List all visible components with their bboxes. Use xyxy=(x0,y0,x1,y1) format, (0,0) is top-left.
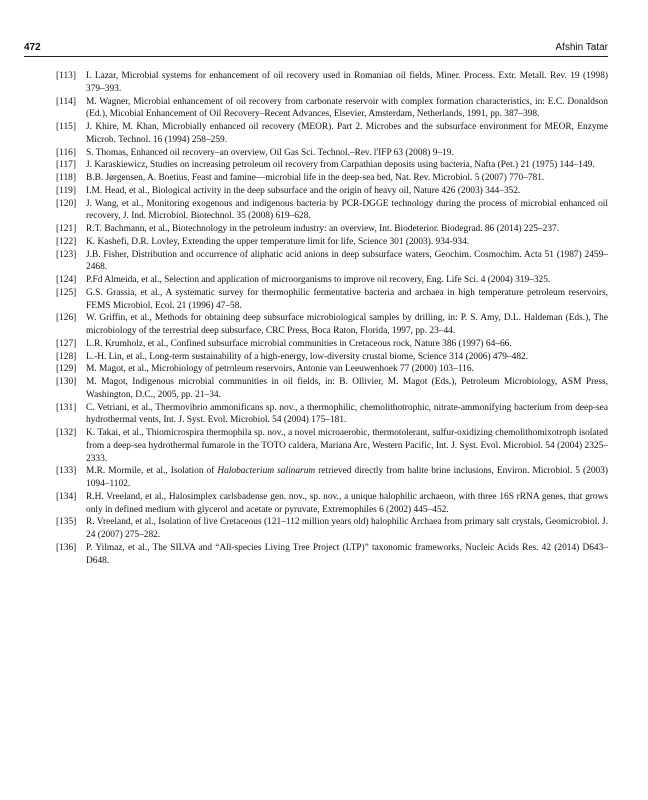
reference-128 xyxy=(56,351,608,364)
reference-132 xyxy=(56,427,608,465)
reference-number: [121] xyxy=(56,224,77,234)
reference-135 xyxy=(56,516,608,542)
reference-number: [132] xyxy=(56,428,77,438)
reference-number: [129] xyxy=(56,364,77,375)
reference-number: [128] xyxy=(56,351,77,362)
reference-121 xyxy=(56,223,608,236)
reference-number: [118] xyxy=(56,173,76,183)
reference-text: J.B. Fisher, Distribution and occurrence of aliphatic acid anions in deep subsurface waters, Geochim. Cosmochim. Acta 51 (1987) 2459–2468. xyxy=(86,249,608,273)
reference-text xyxy=(86,465,608,491)
reference-text: L.-H. Lin, et al., Long-term sustainability of a high-energy, low-diversity crustal biome, Science 314 (2006) 479–482. xyxy=(86,351,529,362)
reference-118 xyxy=(56,172,608,185)
reference-text: M. Wagner, Microbial enhancement of oil recovery from carbonate reservoir with complex formation characteristics, in: E.C. Donaldson (Ed.), Micobial Enhancement of Oil Recovery–Recent Advances, Elsevier, Amsterdam, Netherlands, 1991, pp. 387–398. xyxy=(86,96,608,120)
species-name: Halobacterium salinarum xyxy=(217,466,316,477)
reference-text: M. Magot, Indigenous microbial communities in oil fields, in: B. Ollivier, M. Magot (Eds.), Petroleum Microbiology, ASM Press, Washington, D.C., 2005, pp. 21–34. xyxy=(86,377,608,400)
reference-number: [131] xyxy=(56,402,77,413)
reference-text: J. Karaskiewicz, Studies on increasing petroleum oil recovery from Carpathian deposits using bacteria, Nafta (Pet.) 21 (1975) 144–149. xyxy=(86,160,595,171)
reference-number: [123] xyxy=(56,249,77,260)
reference-number: [122] xyxy=(56,236,77,247)
reference-124 xyxy=(56,274,608,287)
reference-119 xyxy=(56,185,608,198)
reference-text: S. Thomas, Enhanced oil recovery–an overview, Oil Gas Sci. Technol.–Rev. l'IFP 63 (2008) 9–19. xyxy=(86,147,454,158)
reference-text: G.S. Grassia, et al., A systematic survey for thermophilic fermentative bacteria and archaea in high temperature petroleum reservoirs, FEMS Microbiol. Ecol. 21 (1996) 47–58. xyxy=(86,287,608,311)
page-number: 472 xyxy=(24,42,41,53)
running-header xyxy=(24,42,608,53)
reference-122 xyxy=(56,236,608,249)
reference-115 xyxy=(56,121,608,147)
reference-text: P. Yilmaz, et al., The SILVA and “All-species Living Tree Project (LTP)” taxonomic frameworks, Nucleic Acids Res. 42 (2014) D643–D648. xyxy=(86,542,608,566)
header-rule xyxy=(24,56,608,57)
running-author: Afshin Tatar xyxy=(555,42,608,53)
reference-number: [119] xyxy=(56,185,76,196)
reference-text: P.Fd Almeida, et al., Selection and application of microorganisms to improve oil recovery, Eng. Life Sci. 4 (2004) 319–325. xyxy=(86,275,551,285)
reference-131 xyxy=(56,402,608,428)
reference-number: [130] xyxy=(56,377,77,387)
reference-number: [124] xyxy=(56,275,77,285)
reference-text: L.R. Krumholz, et al., Confined subsurface microbial communities in Cretaceous rock, Nature 386 (1997) 64–66. xyxy=(86,338,512,349)
reference-text: R.H. Vreeland, et al., Halosimplex carlsbadense gen. nov., sp. nov., a unique halophilic archaeon, with three 16S rRNA genes, that grows only in defined medium with glycerol and acetate or pyruvate, Extremophiles 6 (2002) 445–452. xyxy=(86,491,608,515)
reference-126 xyxy=(56,312,608,338)
reference-120 xyxy=(56,198,608,224)
reference-116 xyxy=(56,147,608,160)
reference-number: [113] xyxy=(56,71,76,81)
reference-number: [134] xyxy=(56,491,77,502)
reference-number: [126] xyxy=(56,313,77,324)
reference-number: [114] xyxy=(56,96,76,107)
reference-text: I.M. Head, et al., Biological activity in the deep subsurface and the origin of heavy oil, Nature 426 (2003) 344–352. xyxy=(86,185,521,196)
reference-text: W. Griffin, et al., Methods for obtaining deep subsurface microbiological samples by drilling, in: P. S. Amy, D.L. Haldeman (Eds.), The microbiology of the terrestrial deep subsurface, CRC Press, Boca Raton, Florida, 1997, pp. 23–44. xyxy=(86,313,608,336)
reference-114 xyxy=(56,96,608,122)
reference-text: M. Magot, et al., Microbiology of petroleum reservoirs, Antonie van Leeuwenhoek 77 (2000) 103–116. xyxy=(86,364,474,375)
reference-117 xyxy=(56,159,608,172)
reference-number: [136] xyxy=(56,542,77,553)
reference-text: J. Khire, M. Khan, Microbially enhanced oil recovery (MEOR). Part 2. Microbes and the subsurface environment for MEOR, Enzyme Microb. Technol. 16 (1994) 258–259. xyxy=(86,122,608,145)
reference-number: [117] xyxy=(56,160,76,171)
reference-text: I. Lazar, Microbial systems for enhancement of oil recovery used in Romanian oil fields, Miner. Process. Extr. Metall. Rev. 19 (1998) 379–393. xyxy=(86,71,608,94)
reference-text: R. Vreeland, et al., Isolation of live Cretaceous (121–112 million years old) halophilic Archaea from primary salt crystals, Geomicrobiol. J. 24 (2007) 275–282. xyxy=(86,517,608,540)
reference-number: [127] xyxy=(56,338,77,349)
reference-125 xyxy=(56,287,608,313)
reference-136 xyxy=(56,542,608,568)
reference-text: K. Takai, et al., Thiomicrospira thermophila sp. nov., a novel microaerobic, thermotolerant, sulfur-oxidizing chemolithomixotroph isolated from a deep-sea hydrothermal fumarole in the TOTO caldera, Mariana Arc, Western Pacific, Int. J. Syst. Evol. Microbiol. 54 (2004) 2325–2333. xyxy=(86,428,608,464)
reference-133 xyxy=(56,465,608,491)
reference-number: [135] xyxy=(56,517,77,528)
reference-list xyxy=(56,70,608,567)
reference-text-before: M.R. Mormile, et al., Isolation of xyxy=(86,466,218,477)
reference-134 xyxy=(56,491,608,517)
reference-130 xyxy=(56,376,608,402)
reference-127 xyxy=(56,338,608,351)
reference-number: [133] xyxy=(56,466,77,477)
reference-113 xyxy=(56,70,608,96)
reference-text: C. Vetriani, et al., Thermovibrio ammonificans sp. nov., a thermophilic, chemolithotrophic, nitrate-ammonifying bacterium from deep-sea hydrothermal vents, Int. J. Syst. Evol. Microbiol. 54 (2004) 175–181. xyxy=(86,402,608,426)
reference-number: [120] xyxy=(56,198,77,209)
reference-123 xyxy=(56,249,608,275)
reference-number: [116] xyxy=(56,147,76,158)
reference-text: J. Wang, et al., Monitoring exogenous and indigenous bacteria by PCR-DGGE technology during the process of microbial enhanced oil recovery, J. Ind. Microbiol. Biotechnol. 35 (2008) 619–628. xyxy=(86,198,608,222)
reference-text-after: retrieved directly from halite brine inclusions, Environ. Microbiol. 5 (2003) 1094–1102. xyxy=(86,466,608,489)
reference-129 xyxy=(56,363,608,376)
reference-text: R.T. Bachmann, et al., Biotechnology in the petroleum industry: an overview, Int. Biodeterior. Biodegrad. 86 (2014) 225–237. xyxy=(86,224,560,234)
reference-text: K. Kashefi, D.R. Lovley, Extending the upper temperature limit for life, Science 301 (2003). 934-934. xyxy=(86,236,470,247)
reference-number: [115] xyxy=(56,122,76,132)
reference-text: B.B. Jørgensen, A. Boetius, Feast and famine—microbial life in the deep-sea bed, Nat. Rev. Microbiol. 5 (2007) 770–781. xyxy=(86,173,545,183)
reference-number: [125] xyxy=(56,287,77,298)
